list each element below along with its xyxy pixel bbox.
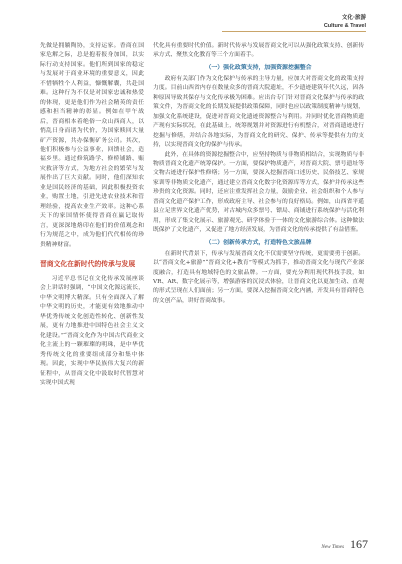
right-column	[153, 42, 364, 306]
magazine-name: New Times	[321, 544, 344, 550]
subsection-heading: （一）强化政策支持，加强资源挖掘整合	[205, 64, 312, 71]
body-paragraph: 习近平总书记在文化传承发展座谈会上讲话时强调，“中国文化源远流长，中华文明博大精深。只有全面深入了解中华文明的历史，才能更有效地推动中华优秀传统文化创造性转化、创新性发展，更有力地推进中国特色社会主义文化建设。”“晋商文化作为中国古代商业文化主流上的一颗璀璨的明珠，是中华优秀传统文化的重要组成部分和集中体现。因此，实现中华民族伟大复兴的新征程中，从晋商文化中汲取时代智慧对实现中国式现	[40, 275, 144, 386]
body-paragraph: 政府有关部门作为文化保护与传承的主导力量，应加大对晋商文化的政策支持力度。目前山西省内存在数量众多的晋商大院遗址，不少遗迹建筑年代久远，因各种原因导致其保存与文化传承极为困难。应出台专门针对晋商文化保护与传承的政策文件，为晋商文化的长期发展提供政策保障，同时也应以政策制度精神与规划，加强文化系统建设，促进对晋商文化遗迹资源整合与利用。并同时优化晋商物质遗产现有实际状况，在此基础上，统筹规划并对资源进行有机整合，对晋商遗迹进行挖掘与修缮，并结合各地实际，为晋商文化的研究、保护、传承等提供有力的支持，以实现晋商文化的保护与传承。	[153, 75, 364, 149]
subsection-heading: （二）创新传承方式，打造特色文旅品牌	[205, 239, 312, 246]
page-header	[324, 14, 366, 30]
body-paragraph: 代化具有重要时代价值。新时代传承与发展晋商文化可以从强化政策支持、创新传承方式、聚焦文化教育等三个方面着手。	[153, 43, 364, 59]
header-divider	[222, 31, 366, 32]
body-paragraph: 先做是拥躺陶协，支持运家。香商在国家危解之际，总是抱着报身加国，以实际行动支持国家。他们所到国家的稳定与发展对于商业环境的重要意义，因此不惜牺牲个人利益，慷慨解囊，共赴国难。这种行为不仅是对国家忠诚和热爱的体现，更是他们作为社会精英的责任感和担当精神的彰显。例如在甲午战后，晋商相本着绝俗一众山西商人，以悄乱日身而诸为代价，为国家赎回大量矿产资源，共办保衡矿务公司。其次，他们积极参与公益事业，回馈社会，造福乡里。通过修筑路学、修桥铺路、赈灾救济等方式，为地方社会的繁荣与发展作出了巨大贡献。同时，他们深知农业是国民经济的基础，因此积极投资农业，购置土地，引进先进农业技术和管理经验，提高农业生产效率。这种心系天下的家国情怀使得晋商在赢记取传言，更深深地烙印在他们的价值观念和行为规范之中，成为他们代代相传的珍贵精神财富。	[40, 43, 144, 248]
section-label: 文化·旅游	[341, 15, 366, 21]
page-number: 167	[350, 537, 368, 551]
section-title: 晋商文化在新时代的传承与发展	[40, 259, 136, 268]
page-footer	[321, 537, 368, 552]
body-paragraph: 在新时代背景下，传承与发展晋商文化不仅需要坚守传统，更需要勇于创新。以“晋商文化+旅游”“晋商文化+教育”等模式为抓手，推动晋商文化与现代产业深度融合，打造具有地域特色的文旅品牌。一方面，要充分利用现代科技手段，如VR、AR、数字化展示等，增强游客的沉浸式体验，让晋商文化以更加生动、直观的形式呈现在人们面前；另一方面，要深入挖掘晋商文化内涵，开发具有晋商特色的文创产品，讲好晋商故事。	[153, 250, 364, 304]
left-column	[40, 42, 144, 388]
section-label-en: Culture & Travel	[323, 23, 366, 29]
body-paragraph: 此外，在具体的资源挖掘整合中，应坚持物质与非物质相结合，实现物质与非物质晋商文化遗产统筹保护。一方面，要保护物质遗产，对晋商大院、票号遗址等文物古迹进行保护性修缮；另一方面，要深入挖掘晋商口述历史、民俗技艺、家规家训等非物质文化遗产，通过建立晋商文化数字化资源库等方式，保护并传承这些珍贵的文化资源。同时，还应注重发挥社会力量，鼓励企业、社会组织和个人参与晋商文化遗产保护工作，形成政府主导、社会参与的良好格局。例如，山西省平遥县立足世界文化遗产优势，对古城内众多票号、镖局、商铺进行系统保护与活化利用，形成了集文化展示、旅游观光、研学体验于一体的文化旅游综合体。这种做法既保护了文化遗产，又促进了地方经济发展，为晋商文化的传承提供了有益借鉴。	[153, 151, 364, 234]
